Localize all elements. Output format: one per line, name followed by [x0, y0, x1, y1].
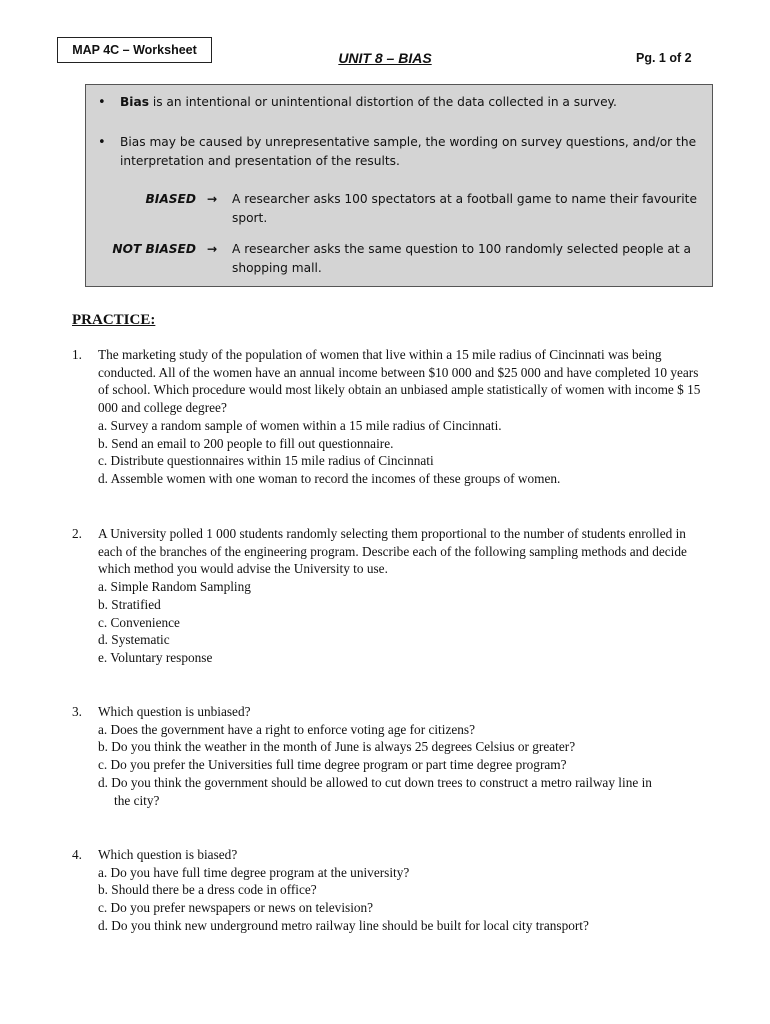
option-d: d. Do you think new underground metro railway line should be built for local city transport? [98, 917, 589, 933]
page-title: UNIT 8 – BIAS [338, 50, 432, 66]
question-text: Which question is biased? [98, 847, 238, 862]
bullet-text [120, 93, 705, 112]
option-d: d. Systematic [98, 632, 170, 648]
arrow-icon: → [207, 242, 218, 256]
bullet-icon: • [98, 95, 106, 110]
option-b: b. Do you think the weather in the month of June is always 25 degrees Celsius or greater? [98, 739, 576, 755]
question-text: A University polled 1 000 students randomly selecting them proportional to the number of students enrolled in each of the branches of the engineering program. Describe each of the following sampling methods and decide which method you would advise the University to use. [98, 526, 687, 577]
option-a: a. Does the government have a right to enforce voting age for citizens? [98, 721, 475, 737]
question-body [98, 525, 708, 667]
not-biased-example-text: A researcher asks the same question to 100 randomly selected people at a shopping mall. [232, 242, 691, 275]
question-number: 4. [72, 847, 82, 862]
page-number: Pg. 1 of 2 [636, 51, 692, 65]
arrow-icon: → [207, 192, 218, 206]
option-a: a. Do you have full time degree program at the university? [98, 864, 410, 880]
option-b: b. Stratified [98, 596, 161, 612]
option-b: b. Should there be a dress code in office? [98, 882, 317, 898]
worksheet-label: MAP 4C – Worksheet [57, 37, 212, 63]
option-a: a. Simple Random Sampling [98, 579, 251, 595]
question-number: 3. [72, 704, 82, 719]
biased-label: BIASED [145, 192, 196, 206]
biased-example-text: A researcher asks 100 spectators at a football game to name their favourite sport. [232, 192, 697, 225]
definition-box [85, 84, 713, 287]
bias-definition: is an intentional or unintentional distortion of the data collected in a survey. [148, 95, 617, 109]
option-c: c. Distribute questionnaires within 15 mile radius of Cincinnati [98, 453, 434, 469]
option-d: d. Assemble women with one woman to record the incomes of these groups of women. [98, 470, 561, 486]
practice-heading: PRACTICE: [72, 312, 156, 328]
bias-term: Bias [120, 95, 149, 109]
option-b: b. Send an email to 200 people to fill out questionnaire. [98, 435, 394, 451]
bullet-icon: • [98, 135, 106, 150]
question-number: 1. [72, 347, 82, 362]
not-biased-label: NOT BIASED [112, 242, 196, 256]
question-text: The marketing study of the population of women that live within a 15 mile radius of Cincinnati was being conducted. All of the women have an annual income between $10 000 and $25 000 and have completed 10 years of school. Which procedure would most likely obtain an unbiased ample statistically of women with income $ 15 000 and college degree? [98, 347, 701, 416]
option-c: c. Convenience [98, 614, 180, 630]
question-number: 2. [72, 526, 82, 541]
option-c: c. Do you prefer the Universities full time degree program or part time degree program? [98, 757, 567, 773]
option-d: d. Do you think the government should be allowed to cut down trees to construct a metro railway line in the city? [98, 774, 652, 808]
option-e: e. Voluntary response [98, 649, 213, 665]
question-body [98, 346, 708, 488]
question-text: Which question is unbiased? [98, 704, 251, 719]
bullet-text: Bias may be caused by unrepresentative sample, the wording on survey questions, and/or the interpretation and presentation of the results. [120, 135, 697, 168]
question-body [98, 703, 708, 809]
question-body [98, 846, 708, 935]
option-a: a. Survey a random sample of women within a 15 mile radius of Cincinnati. [98, 417, 502, 433]
option-c: c. Do you prefer newspapers or news on television? [98, 900, 374, 916]
